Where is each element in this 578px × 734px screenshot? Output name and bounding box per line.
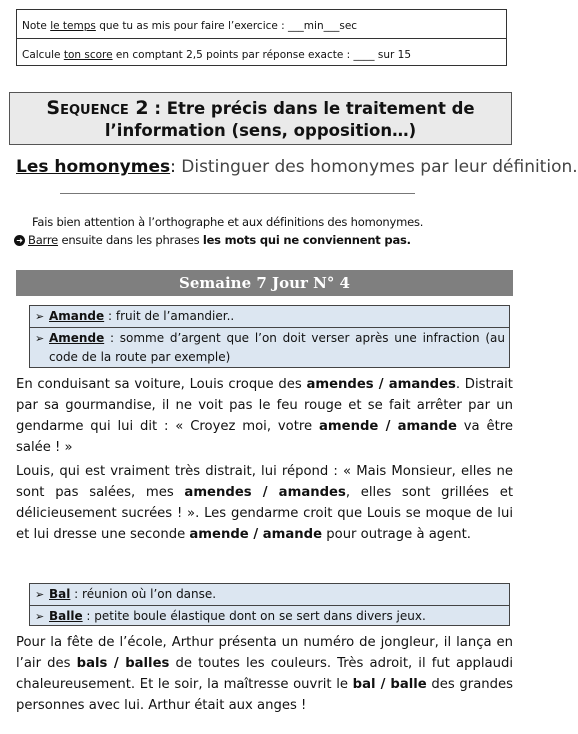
definitions-amande [29, 305, 510, 368]
definition-amande [30, 306, 509, 327]
arrow-bullet-icon: ➢ [35, 610, 45, 623]
time-underlined: le temps [50, 20, 96, 32]
lesson-title: Les homonymes [16, 157, 171, 177]
instruction-line1: Fais bien attention à l’orthographe et aux définitions des homonymes. [32, 215, 424, 229]
score-line [17, 38, 506, 62]
time-rest: que tu as mis pour faire l’exercice : ___min___sec [95, 20, 358, 32]
sequence-line1 [10, 97, 511, 120]
word-choice: bal / balle [352, 677, 427, 692]
score-prefix: Calcule [22, 49, 64, 61]
paragraph-text: pour outrage à agent. [322, 527, 472, 542]
word-choice: amendes / amandes [184, 485, 346, 500]
divider [60, 193, 415, 194]
sequence-banner [9, 92, 512, 145]
paragraph-text: Louis, qui est vraiment très distrait, lui répond : « Mais Monsieur, elles ne sont pas salées, mes [16, 464, 513, 500]
paragraph-2 [16, 461, 513, 545]
sequence-title-line2: l’information (sens, opposition…) [104, 121, 417, 140]
definition-bal [30, 584, 509, 605]
paragraph-text: En conduisant sa voiture, Louis croque des [16, 377, 307, 392]
definitions-bal [29, 583, 510, 626]
definition-text: : somme d’argent que l’on doit verser après une infraction (au code de la route par exemple) [49, 331, 505, 364]
arrow-right-icon: ➜ [14, 235, 25, 246]
word-choice: amende / amande [189, 527, 323, 542]
word-choice: amendes / amandes [306, 377, 456, 392]
definition-term: Balle [49, 609, 83, 623]
paragraph-text: va être salée ! » [16, 419, 513, 455]
paragraph-text: . Distrait par sa gourmandise, il ne voit pas le feu rouge et se fait arrêter par un gendarme qui lui dit : « Croyez moi, votre [16, 377, 513, 434]
lesson-subtitle: Distinguer des homonymes par leur définition. [181, 157, 578, 177]
paragraph-3 [16, 632, 513, 716]
instruction-mid: ensuite dans les phrases [58, 233, 203, 247]
instruction-line2 [14, 231, 423, 249]
time-line [22, 19, 502, 33]
paragraph-text: , elles sont grillées et délicieusement sucrées ! ». Les gendarme croit que Louis se moque de lui et lui dresse une seconde [16, 485, 513, 542]
definition-text: : petite boule élastique dont on se sert dans divers jeux. [82, 609, 426, 623]
definition-term: Bal [49, 587, 71, 601]
paragraph-text: de toutes les couleurs. Très adroit, il fut applaudi chaleureusement. Et le soir, la maîtresse ouvrit le [16, 656, 514, 692]
lesson-colon: : [170, 157, 182, 177]
lesson-heading [16, 157, 578, 177]
score-underlined: ton score [63, 49, 113, 61]
instruction-bold: les mots qui ne conviennent pas. [202, 233, 411, 247]
sequence-title: : Etre précis dans le traitement de [148, 99, 475, 118]
definition-balle [30, 605, 509, 627]
time-prefix: Note [22, 20, 51, 32]
definition-amende [30, 327, 509, 370]
definition-term: Amende [49, 331, 105, 345]
paragraph-text: Pour la fête de l’école, Arthur présenta un numéro de jongleur, il lança en l’air des [16, 635, 513, 671]
paragraph-1 [16, 374, 513, 458]
exercise-info-box [16, 9, 507, 66]
word-choice: amende / amande [318, 419, 457, 434]
arrow-bullet-icon: ➢ [35, 332, 45, 345]
score-rest: en comptant 2,5 points par réponse exacte : ____ sur 15 [112, 49, 412, 61]
instruction-underlined: Barre [28, 233, 59, 247]
definition-term: Amande [49, 309, 105, 323]
instructions [14, 213, 423, 249]
arrow-bullet-icon: ➢ [35, 588, 45, 601]
definition-text: : fruit de l’amandier.. [104, 309, 235, 323]
week-day-header: Semaine 7 Jour N° 4 [16, 270, 513, 296]
sequence-label: Sequence 2 [46, 97, 149, 119]
word-choice: bals / balles [76, 656, 170, 671]
definition-text: : réunion où l’on danse. [70, 587, 217, 601]
paragraph-text: des grandes personnes avec lui. Arthur était aux anges ! [16, 677, 514, 713]
arrow-bullet-icon: ➢ [35, 310, 45, 323]
